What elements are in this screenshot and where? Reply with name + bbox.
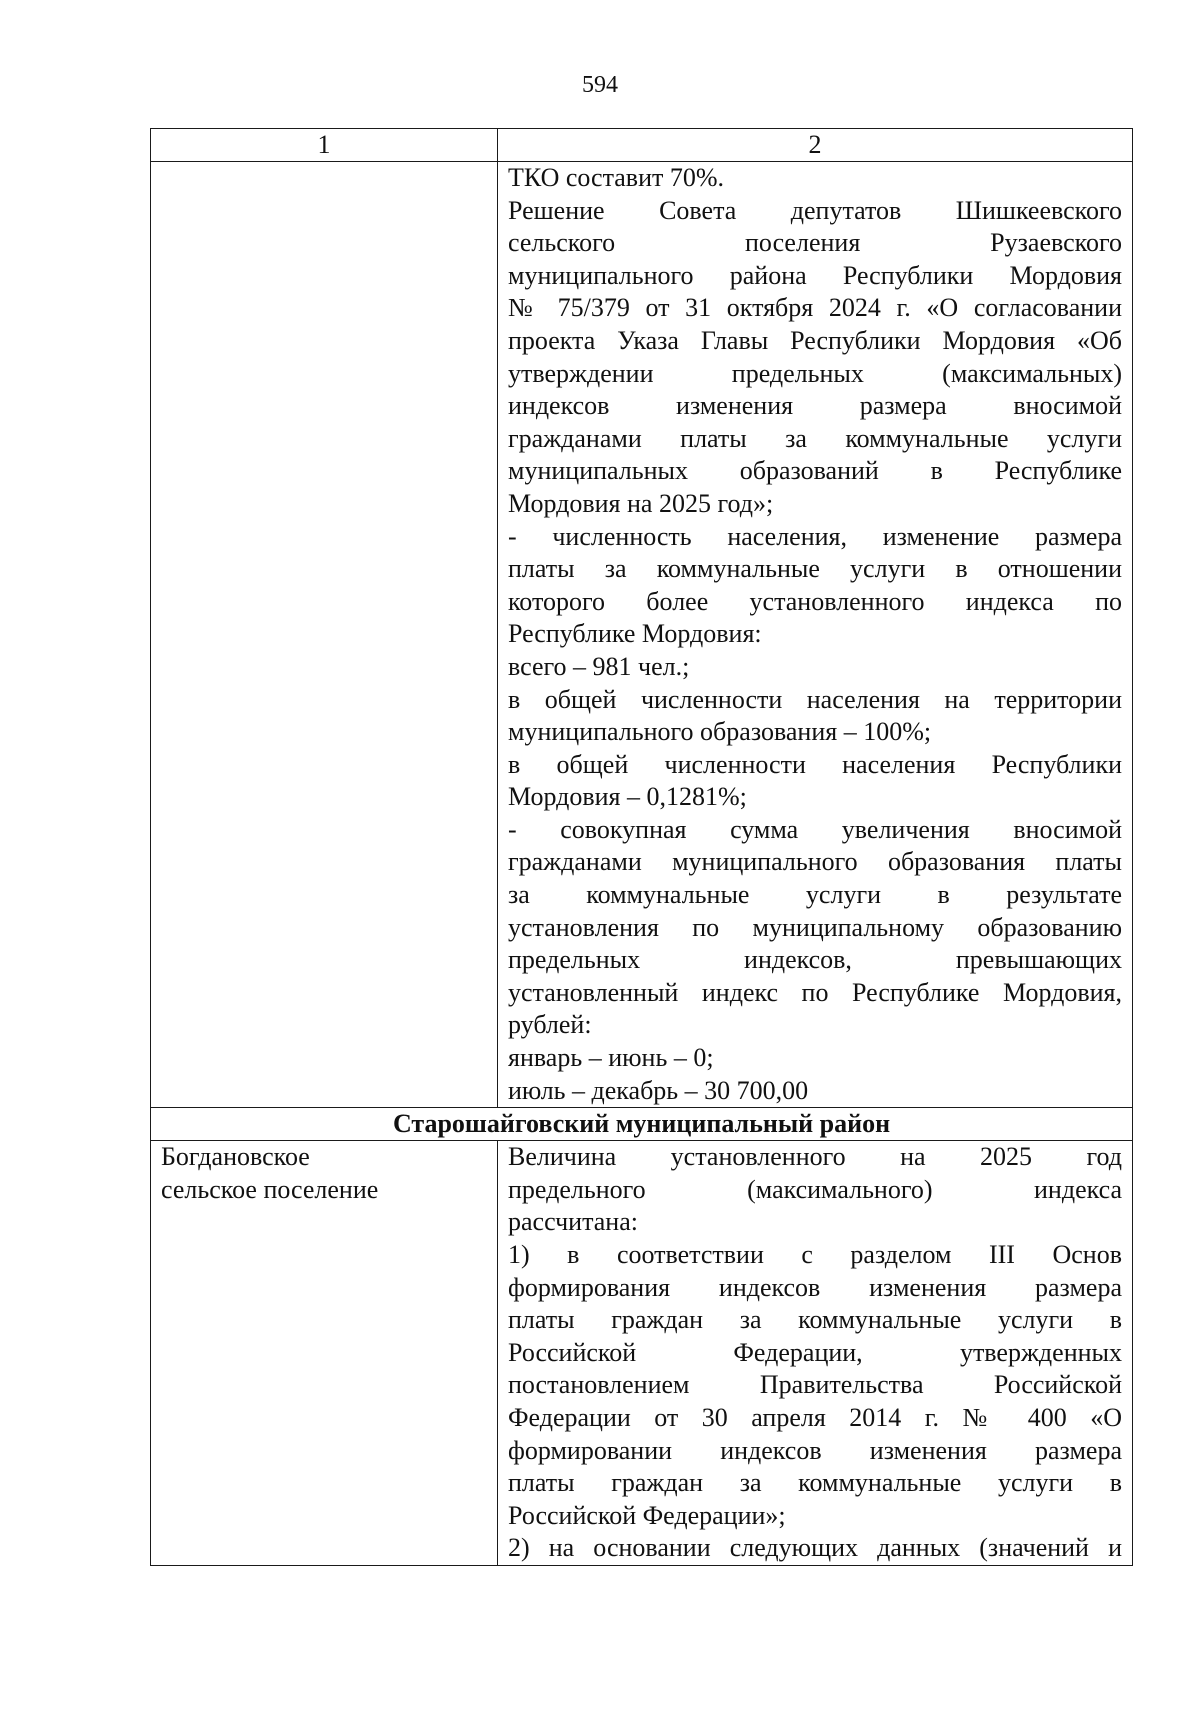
text-line: гражданами платы за коммунальные услуги [508, 423, 1122, 453]
text-line: 2) на основании следующих данных (значений и [508, 1533, 1122, 1563]
page-number: 594 [582, 72, 618, 98]
text-line: предельных индексов, превышающих [508, 945, 1122, 975]
text-line: платы граждан за коммунальные услуги в [508, 1305, 1122, 1335]
text-line: 1) в соответствии с разделом III Основ [508, 1240, 1122, 1269]
text-line: Мордовия – 0,1281%; [508, 782, 747, 812]
continuation-cell-2 [498, 162, 1133, 1108]
continuation-row [151, 162, 1133, 1108]
text-line: формирования индексов изменения размера [508, 1272, 1122, 1302]
text-line: Величина установленного на 2025 год [508, 1142, 1122, 1172]
text-line: индексов изменения размера вносимой [508, 391, 1122, 421]
text-line: установления по муниципальному образованию [508, 912, 1122, 942]
text-line: постановлением Правительства Российской [508, 1370, 1122, 1400]
text-line: Российской Федерации»; [508, 1500, 786, 1530]
text-line: Республике Мордовия: [508, 619, 762, 649]
text-line: - совокупная сумма увеличения вносимой [508, 814, 1122, 844]
text-line: муниципального образования – 100%; [508, 717, 932, 747]
text-line: Мордовия на 2025 год»; [508, 488, 774, 518]
text-line: в общей численности населения Республики [508, 749, 1122, 779]
settlement-name-line: сельское поселение [161, 1174, 379, 1204]
text-line: утверждении предельных (максимальных) [508, 358, 1122, 388]
settlement-name-cell [151, 1141, 498, 1566]
text-line: которого более установленного индекса по [508, 586, 1122, 616]
text-line: платы граждан за коммунальные услуги в [508, 1468, 1122, 1498]
text-line: - численность населения, изменение размера [508, 521, 1122, 551]
settlement-name-line: Богдановское [161, 1142, 310, 1172]
district-heading: Старошайговский муниципальный район [151, 1108, 1133, 1141]
text-line: рассчитана: [508, 1207, 638, 1237]
text-line: январь – июнь – 0; [508, 1043, 714, 1073]
document-table [150, 128, 1133, 1566]
text-line: сельского поселения Рузаевского [508, 228, 1122, 258]
text-line: июль – декабрь – 30 700,00 [508, 1075, 809, 1105]
column-header-1: 1 [151, 129, 498, 162]
text-line: проекта Указа Главы Республики Мордовия «Об [508, 325, 1122, 355]
text-line: ТКО составит 70%. [508, 163, 725, 192]
text-line: за коммунальные услуги в результате [508, 880, 1122, 910]
text-line: муниципального района Республики Мордовия [508, 260, 1122, 290]
text-line: платы за коммунальные услуги в отношении [508, 554, 1122, 584]
text-line: муниципальных образований в Республике [508, 456, 1122, 486]
continuation-cell-1 [151, 162, 498, 1108]
text-line: установленный индекс по Республике Мордовия, [508, 977, 1122, 1007]
text-line: Российской Федерации, утвержденных [508, 1337, 1122, 1367]
text-line: предельного (максимального) индекса [508, 1174, 1122, 1204]
district-heading-row [151, 1108, 1133, 1141]
settlement-text-cell [498, 1141, 1133, 1566]
text-line: гражданами муниципального образования платы [508, 847, 1122, 877]
text-line: Решение Совета депутатов Шишкеевского [508, 195, 1122, 225]
text-line: в общей численности населения на территории [508, 684, 1122, 714]
column-header-2: 2 [498, 129, 1133, 162]
text-line: № 75/379 от 31 октября 2024 г. «О согласовании [508, 293, 1122, 323]
text-line: формировании индексов изменения размера [508, 1435, 1122, 1465]
table-header-row [151, 129, 1133, 162]
text-line: всего – 981 чел.; [508, 651, 690, 681]
text-line: Федерации от 30 апреля 2014 г. № 400 «О [508, 1402, 1122, 1432]
text-line: рублей: [508, 1010, 592, 1040]
settlement-row [151, 1141, 1133, 1566]
